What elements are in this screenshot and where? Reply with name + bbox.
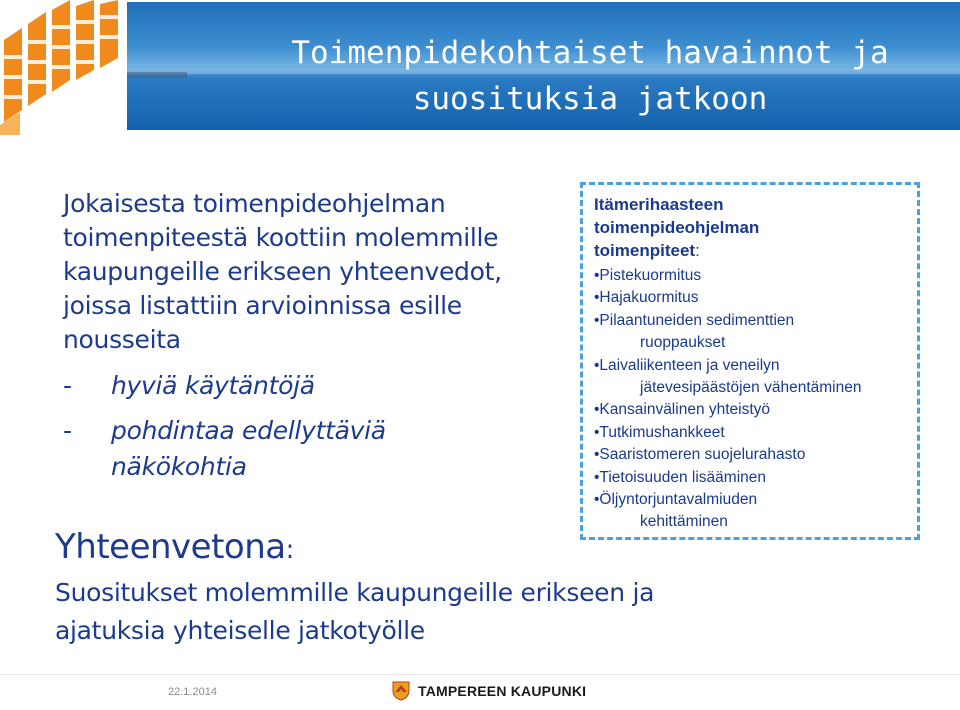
dash-marker: - xyxy=(63,416,72,445)
summary-line: ajatuksia yhteiselle jatkotyölle xyxy=(55,616,425,645)
measures-heading-line: toimenpiteet xyxy=(594,241,696,260)
finding-text-line: näkökohtia xyxy=(111,452,247,481)
tampere-city-logo xyxy=(392,681,586,701)
measure-item: •Laivaliikenteen ja veneilyn xyxy=(594,356,780,374)
measures-heading-line: Itämerihaasteen xyxy=(594,195,724,214)
slide-title-line-2: suosituksia jatkoon xyxy=(412,81,768,117)
intro-line: joissa listattiin arvioinnissa esille xyxy=(63,291,462,320)
measure-item: •Tutkimushankkeet xyxy=(594,423,725,441)
measures-list xyxy=(594,265,861,534)
slide-title xyxy=(230,30,950,122)
intro-line: toimenpiteestä koottiin molemmille xyxy=(63,223,499,252)
measures-heading-line: toimenpideohjelman xyxy=(594,218,760,237)
measures-box xyxy=(580,182,920,540)
measure-item: •Pilaantuneiden sedimenttien xyxy=(594,311,795,329)
distant-island xyxy=(127,72,187,78)
summary-heading-colon: : xyxy=(285,535,294,565)
finding-text xyxy=(111,413,386,485)
finding-item-considerations xyxy=(63,413,543,485)
summary-heading xyxy=(55,527,294,567)
finding-item-good-practices xyxy=(63,368,543,404)
measures-heading-colon: : xyxy=(695,241,700,260)
dash-marker: - xyxy=(63,371,72,400)
city-name: TAMPEREEN KAUPUNKI xyxy=(418,683,587,699)
measures-box-heading xyxy=(594,193,759,262)
finding-text-line: pohdintaa edellyttäviä xyxy=(111,416,386,445)
measure-item: •Kansainvälinen yhteistyö xyxy=(594,401,771,419)
woven-pattern-logo xyxy=(0,0,130,135)
intro-paragraph xyxy=(63,187,563,357)
measure-item: •Pistekuormitus xyxy=(594,267,702,284)
summary-heading-text: Yhteenvetona xyxy=(55,527,286,567)
footer-divider xyxy=(0,674,960,675)
tampere-coat-of-arms-icon xyxy=(392,681,410,701)
measure-item-continuation: jätevesipäästöjen vähentäminen xyxy=(640,379,862,397)
measure-item: •Öljyntorjuntavalmiuden xyxy=(594,491,758,509)
footer-date: 22.1.2014 xyxy=(168,686,217,698)
finding-text: hyviä käytäntöjä xyxy=(111,371,315,400)
measure-item: •Tietoisuuden lisääminen xyxy=(594,468,767,486)
summary-text xyxy=(55,574,735,650)
measure-item-continuation: kehittäminen xyxy=(640,513,728,531)
intro-line: kaupungeille erikseen yhteenvedot, xyxy=(63,257,502,286)
measure-item: •Hajakuormitus xyxy=(594,289,699,307)
summary-line: Suositukset molemmille kaupungeille erikseen ja xyxy=(55,578,655,607)
intro-line: nousseita xyxy=(63,325,181,354)
intro-line: Jokaisesta toimenpideohjelman xyxy=(63,189,446,218)
findings-list xyxy=(63,368,543,494)
slide-title-line-1: Toimenpidekohtaiset havainnot ja xyxy=(291,35,889,71)
measure-item-continuation: ruoppaukset xyxy=(640,334,726,352)
measure-item: •Saaristomeren suojelurahasto xyxy=(594,446,806,464)
